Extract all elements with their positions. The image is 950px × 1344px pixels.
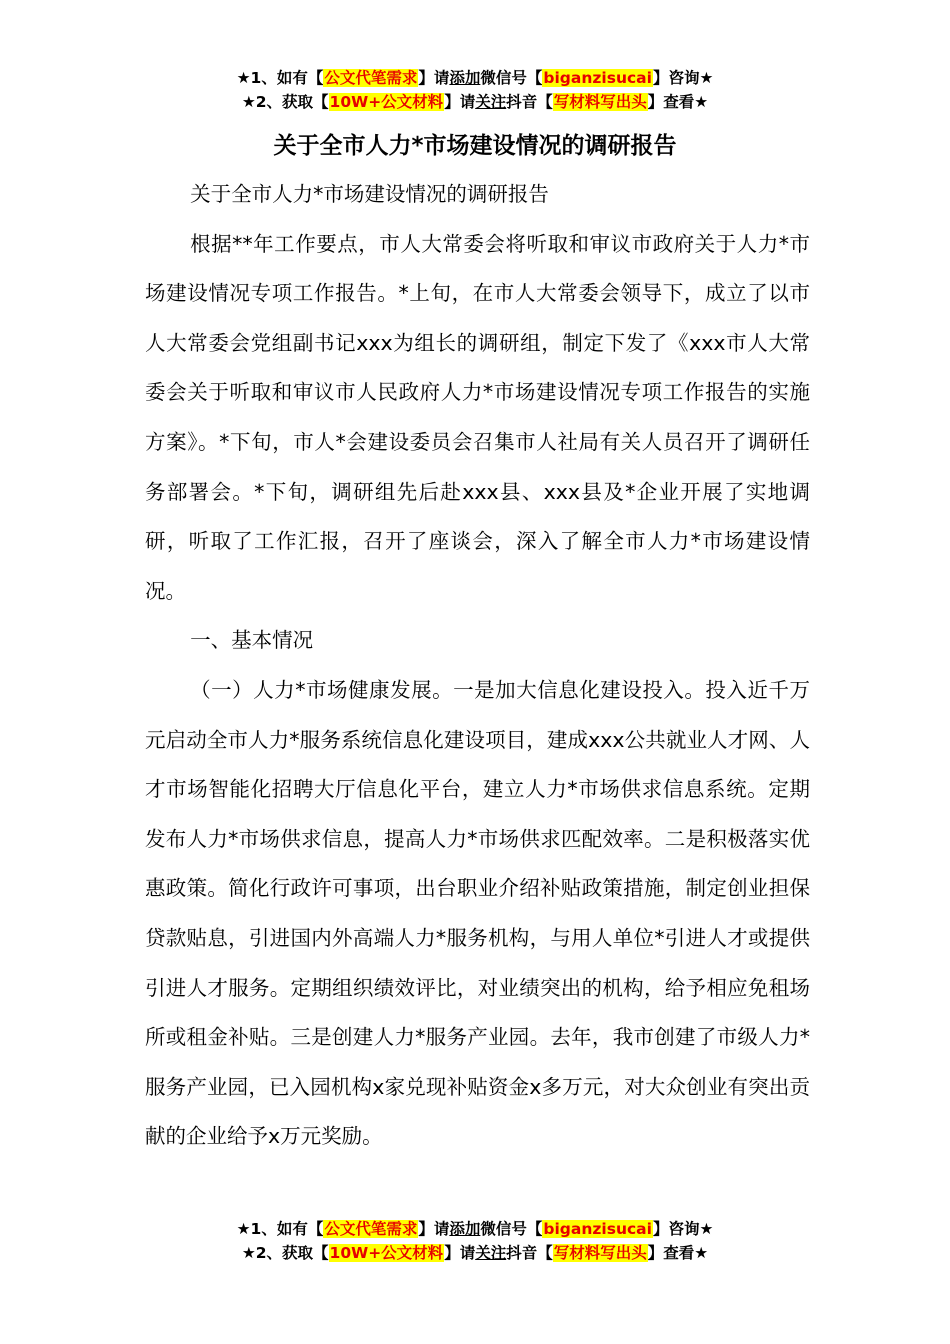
- promo-text: 】咨询: [652, 69, 700, 87]
- promo-underline-add: 添加: [449, 1220, 481, 1238]
- document-title: 关于全市人力*市场建设情况的调研报告: [273, 133, 677, 159]
- promo-highlight-materials: 10W+公文材料: [329, 1244, 444, 1262]
- promo-text: 2、获取【: [255, 1244, 329, 1262]
- promo-highlight-douyin: 写材料写出头: [553, 1244, 647, 1262]
- promo-text: 】咨询: [652, 1220, 700, 1238]
- promo-text: 】请: [418, 69, 450, 87]
- promo-text: 】请: [444, 93, 476, 111]
- section-heading: 一、基本情况: [190, 628, 314, 653]
- star-icon: ★: [236, 69, 251, 87]
- promo-text: 微信号【: [480, 69, 543, 87]
- promo-footer: [0, 1217, 950, 1265]
- document-body: [145, 170, 810, 1162]
- promo-text: 抖音【: [506, 93, 553, 111]
- promo-highlight-wechat-id: biganzisucai: [543, 1220, 652, 1238]
- promo-underline-follow: 关注: [475, 1244, 507, 1262]
- promo-highlight-service: 公文代笔需求: [324, 69, 418, 87]
- star-icon: ★: [699, 69, 714, 87]
- star-icon: ★: [699, 1220, 714, 1238]
- promo-text: 微信号【: [480, 1220, 543, 1238]
- star-icon: ★: [694, 93, 709, 111]
- promo-text: 1、如有【: [250, 69, 324, 87]
- promo-highlight-service: 公文代笔需求: [324, 1220, 418, 1238]
- promo-highlight-wechat-id: biganzisucai: [543, 69, 652, 87]
- body-paragraph: （一）人力*市场健康发展。一是加大信息化建设投入。投入近千万元启动全市人力*服务系统信息化建设项目，建成xxx公共就业人才网、人才市场智能化招聘大厅信息化平台，建立人力*市场供求信息系统。定期发布人力*市场供求信息，提高人力*市场供求匹配效率。二是积极落实优惠政策。简化行政许可事项，出台职业介绍补贴政策措施，制定创业担保贷款贴息，引进国内外高端人力*服务机构，与用人单位*引进人才或提供引进人才服务。定期组织绩效评比，对业绩突出的机构，给予相应免租场所或租金补贴。三是创建人力*服务产业园。去年，我市创建了市级人力*服务产业园，已入园机构x家兑现补贴资金x多万元，对大众创业有突出贡献的企业给予x万元奖励。: [145, 677, 810, 1149]
- promo-line-2: [0, 90, 950, 114]
- star-icon: ★: [694, 1244, 709, 1262]
- subtitle-paragraph: 关于全市人力*市场建设情况的调研报告: [190, 182, 549, 206]
- promo-text: 】请: [418, 1220, 450, 1238]
- promo-text: 】查看: [647, 93, 695, 111]
- star-icon: ★: [236, 1220, 251, 1238]
- promo-header: [0, 66, 950, 114]
- star-icon: ★: [241, 93, 256, 111]
- promo-underline-follow: 关注: [475, 93, 507, 111]
- promo-text: 1、如有【: [250, 1220, 324, 1238]
- promo-text: 】请: [444, 1244, 476, 1262]
- promo-text: 2、获取【: [255, 93, 329, 111]
- promo-line-2: [0, 1241, 950, 1265]
- body-paragraph: 根据**年工作要点，市人大常委会将听取和审议市政府关于人力*市场建设情况专项工作报告。*上旬，在市人大常委会领导下，成立了以市人大常委会党组副书记xxx为组长的调研组，制定下发了《xxx市人大常委会关于听取和审议市人民政府人力*市场建设情况专项工作报告的实施方案》。*下旬，市人*会建设委员会召集市人社局有关人员召开了调研任务部署会。*下旬，调研组先后赴xxx县、xxx县及*企业开展了实地调研，听取了工作汇报，召开了座谈会，深入了解全市人力*市场建设情况。: [145, 231, 810, 603]
- promo-text: 】查看: [647, 1244, 695, 1262]
- promo-underline-add: 添加: [449, 69, 481, 87]
- promo-highlight-douyin: 写材料写出头: [553, 93, 647, 111]
- promo-highlight-materials: 10W+公文材料: [329, 93, 444, 111]
- promo-line-1: [0, 1217, 950, 1241]
- star-icon: ★: [241, 1244, 256, 1262]
- promo-line-1: [0, 66, 950, 90]
- promo-text: 抖音【: [506, 1244, 553, 1262]
